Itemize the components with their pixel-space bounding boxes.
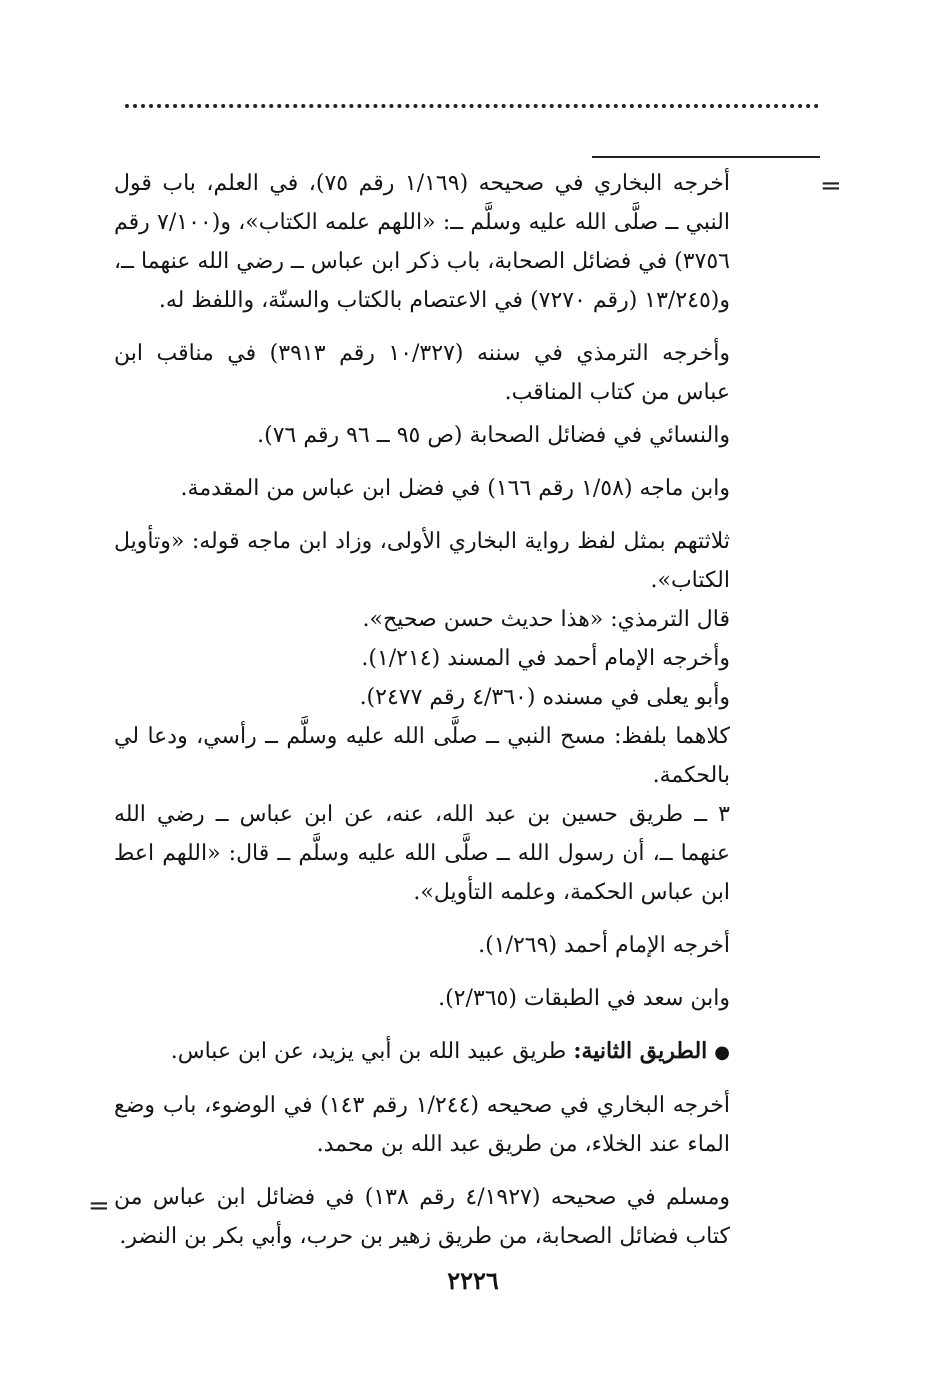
paragraph-ibn-majah: وابن ماجه (١/٥٨ رقم ١٦٦) في فضل ابن عباس من المقدمة. — [180, 476, 730, 501]
paragraph-bukhari-sahih: أخرجه البخاري في صحيحه (١/١٦٩ رقم ٧٥)، في العلم، باب قول النبي ــ صلَّى الله عليه وسلَّم ــ: «اللهم علمه الكتاب»، و(٧/١٠٠ رقم ٣٧٥٦) في فضائل الصحابة، باب ذكر ابن عباس ــ رضي الله عنهما ــ، و(١٣/٢٤٥ (رقم ٧٢٧٠) في الاعتصام بالكتاب والسنّة، واللفظ له. — [114, 171, 731, 313]
continuation-mark-top: = — [820, 171, 842, 201]
paragraph-ahmad-musnad: وأخرجه الإمام أحمد في المسند (١/٢١٤). — [361, 646, 730, 671]
paragraph-bukhari-wudu: أخرجه البخاري في صحيحه (١/٢٤٤ رقم ١٤٣) في الوضوء، باب وضع الماء عند الخلاء، من طريق عبد الله بن محمد. — [114, 1093, 730, 1157]
section-second-route — [114, 1032, 730, 1072]
bullet-icon: ● — [714, 1042, 730, 1063]
paragraph-muslim: ومسلم في صحيحه (٤/١٩٢٧ رقم ١٣٨) في فضائل ابن عباس من كتاب فضائل الصحابة، من طريق زهير بن حرب، وأبي بكر بن النضر. — [114, 1185, 730, 1249]
paragraph-tirmidhi-grading: قال الترمذي: «هذا حديث حسن صحيح». — [362, 607, 730, 632]
paragraph-ibn-saad: وابن سعد في الطبقات (٢/٣٦٥). — [438, 986, 730, 1011]
paragraph-abu-yala: وأبو يعلى في مسنده (٤/٣٦٠ رقم ٢٤٧٧). — [359, 685, 730, 710]
continuation-mark-bottom: = — [88, 1191, 110, 1221]
paragraph-thalathatuhum: ثلاثتهم بمثل لفظ رواية البخاري الأولى، وزاد ابن ماجه قوله: «وتأويل الكتاب». — [114, 529, 730, 593]
section-text: طريق عبيد الله بن أبي يزيد، عن ابن عباس. — [170, 1039, 574, 1064]
paragraph-nasai: والنسائي في فضائل الصحابة (ص ٩٥ ــ ٩٦ رقم ٧٦). — [257, 423, 730, 448]
page-number: ٢٢٢٦ — [447, 1266, 499, 1295]
section-heading: الطريق الثانية: — [573, 1038, 708, 1064]
paragraph-kilahuma: كلاهما بلفظ: مسح النبي ــ صلَّى الله عليه وسلَّم ــ رأسي، ودعا لي بالحكمة. — [114, 724, 730, 788]
footnote-rule — [592, 156, 820, 158]
paragraph-husayn-route: ٣ ــ طريق حسين بن عبد الله، عنه، عن ابن عباس ــ رضي الله عنهما ــ، أن رسول الله ــ صلَّى الله عليه وسلَّم ــ قال: «اللهم اعط ابن عباس الحكمة، وعلمه التأويل». — [114, 802, 730, 905]
dotted-separator — [125, 104, 819, 108]
paragraph-ahmad-269: أخرجه الإمام أحمد (١/٢٦٩). — [478, 933, 730, 958]
footnote-text — [114, 164, 730, 1256]
paragraph-tirmidhi: وأخرجه الترمذي في سننه (١٠/٣٢٧ رقم ٣٩١٣) في مناقب ابن عباس من كتاب المناقب. — [114, 341, 730, 405]
